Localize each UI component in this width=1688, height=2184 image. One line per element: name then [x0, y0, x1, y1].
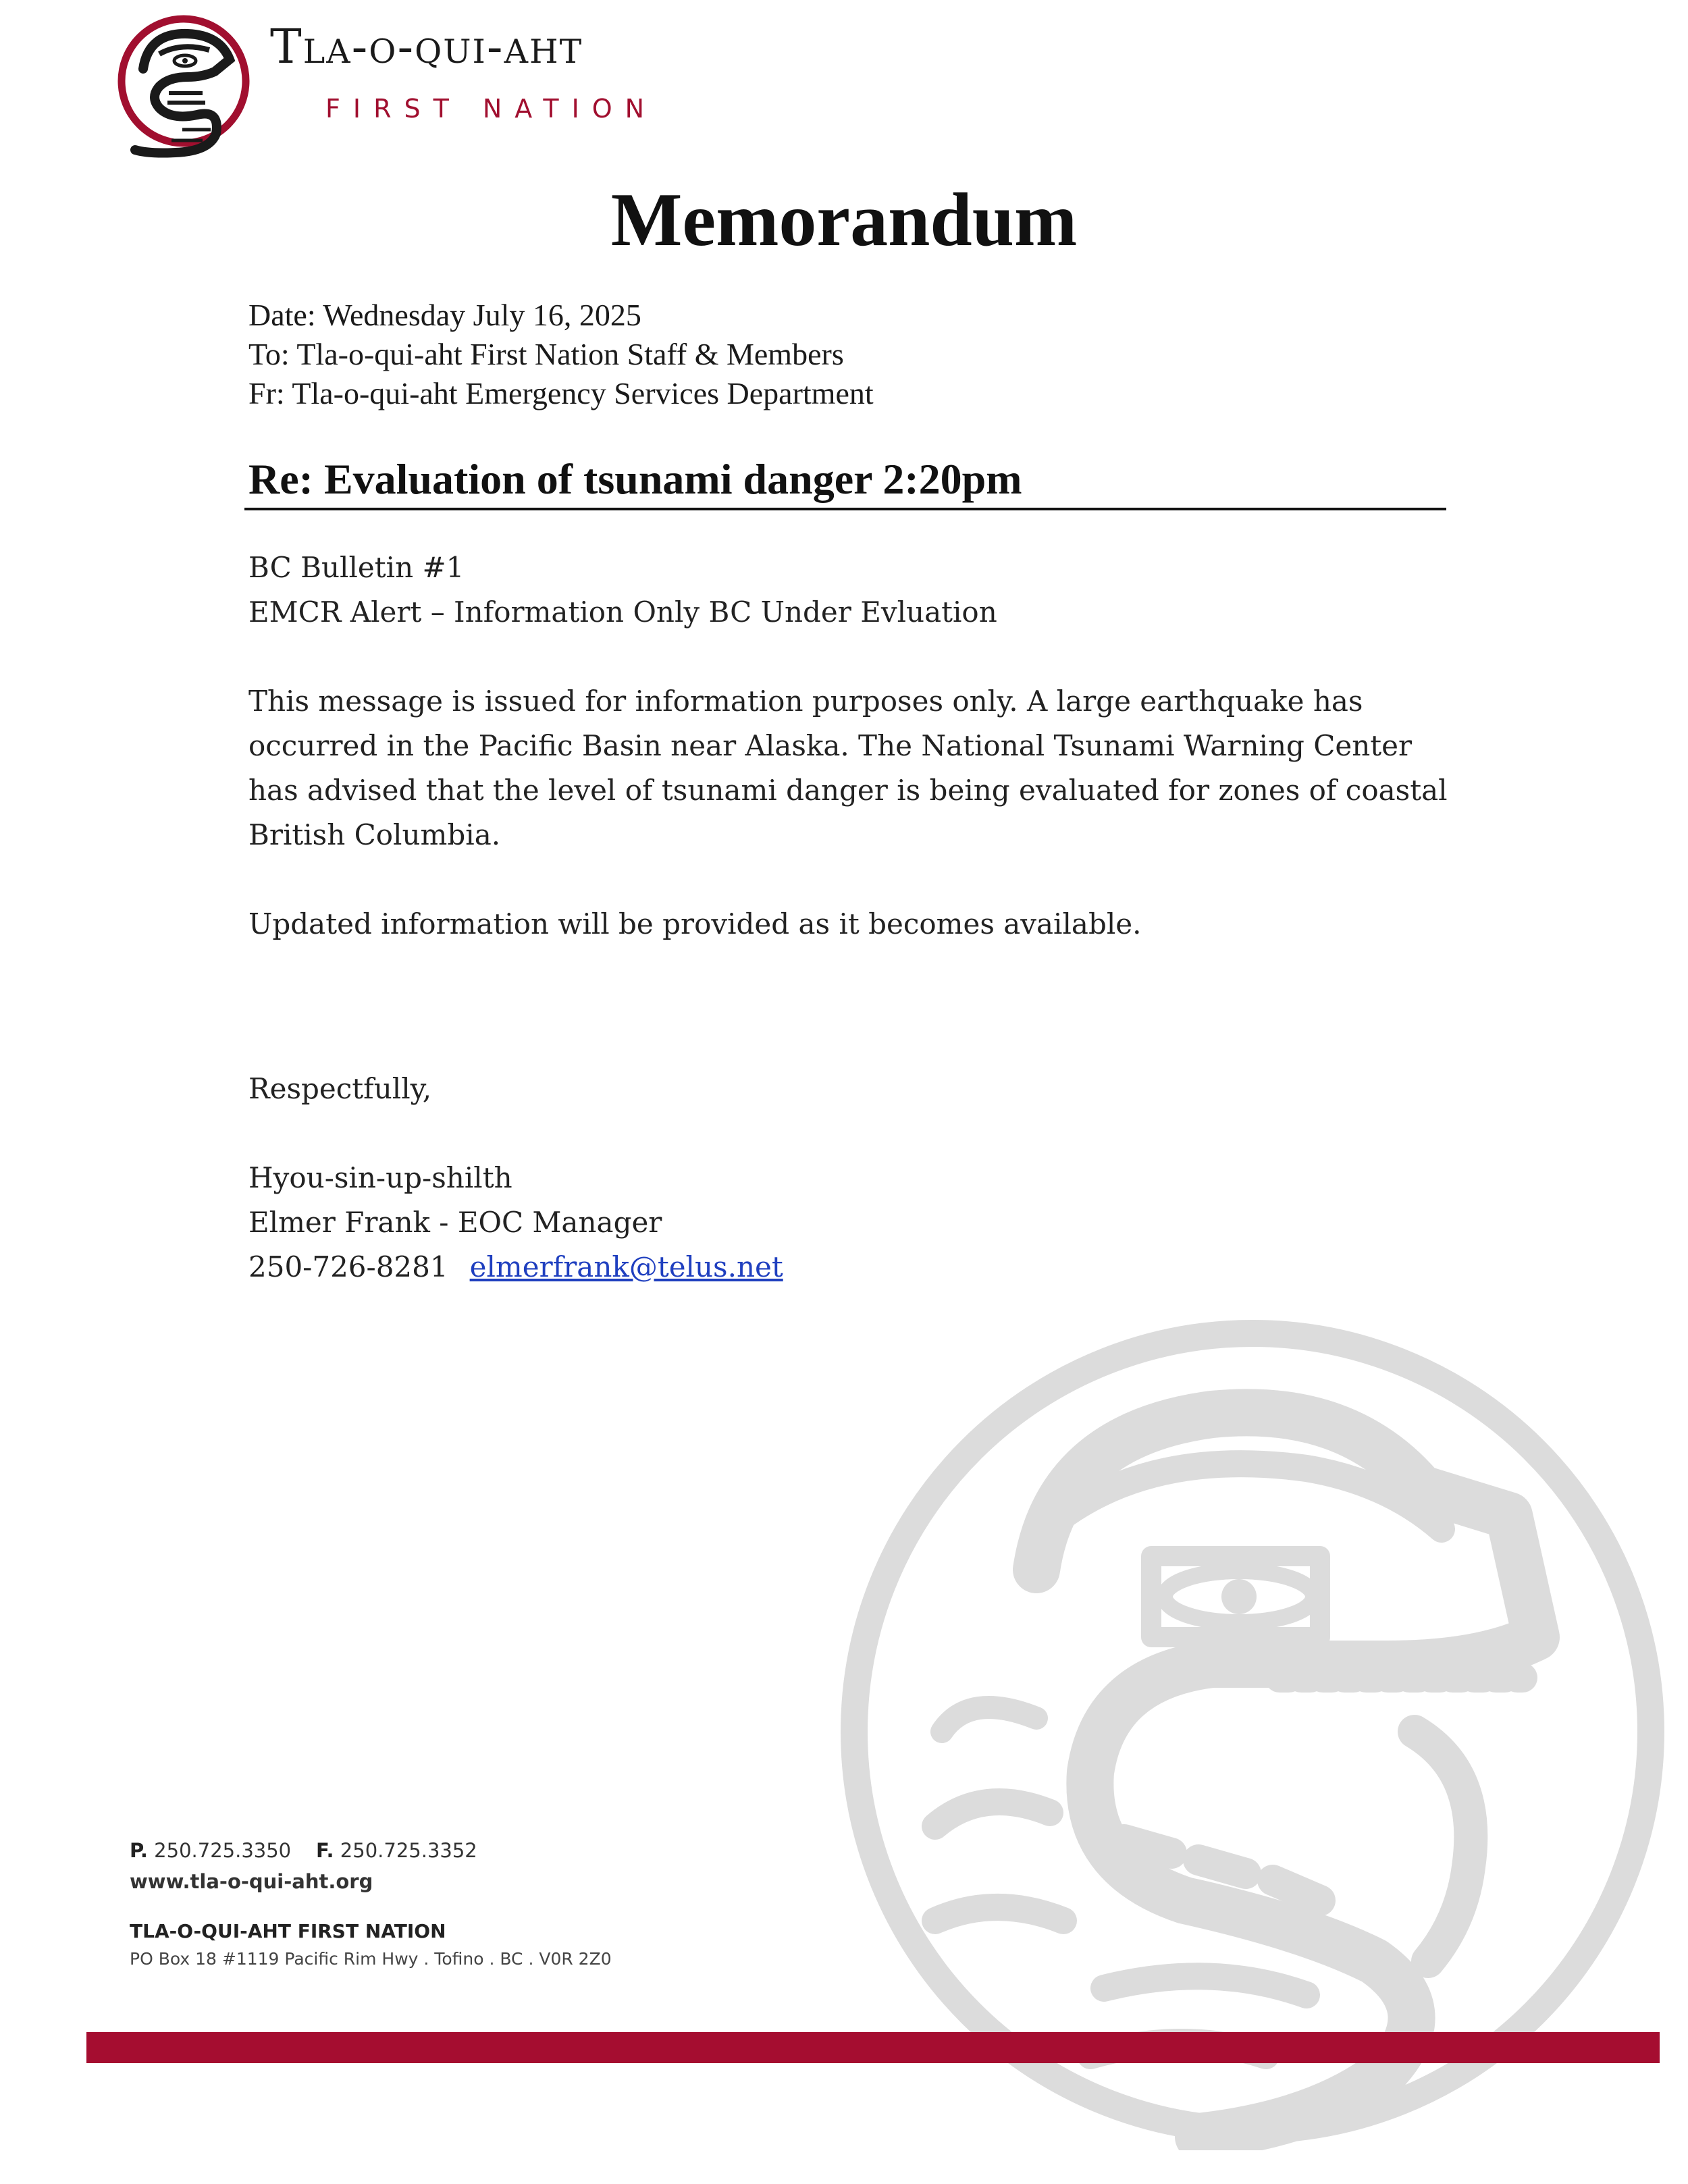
contact-phone: 250-726-8281	[248, 1250, 448, 1283]
serpent-watermark-icon	[834, 1313, 1671, 2150]
brand-name: Tla-o-qui-aht	[270, 19, 583, 74]
signature-title: Elmer Frank - EOC Manager	[248, 1206, 662, 1239]
contact-line	[248, 1245, 1464, 1289]
update-paragraph: Updated information will be provided as it becomes available.	[248, 907, 1142, 940]
signature-name: Hyou-sin-up-shilth	[248, 1161, 512, 1194]
footer-contact	[130, 1835, 612, 1973]
contact-email-link[interactable]: elmerfrank@telus.net	[469, 1250, 783, 1283]
memo-to: To: Tla-o-qui-aht First Nation Staff & Members	[248, 337, 844, 371]
memo-from: Fr: Tla-o-qui-aht Emergency Services Department	[248, 376, 874, 410]
footer-accent-bar	[86, 2032, 1660, 2063]
footer-phone-label: P.	[130, 1839, 148, 1862]
message-paragraph: This message is issued for information purposes only. A large earthquake has occurred in the Pacific Basin near Alaska. The National Tsunami Warning Center has advised that the level of tsunami danger is being evaluated for zones of coastal British Columbia.	[248, 685, 1448, 851]
closing-line: Respectfully,	[248, 1072, 432, 1105]
bulletin-line: BC Bulletin #1	[248, 551, 465, 584]
memo-body	[248, 545, 1464, 1289]
brand-subtitle: FIRST NATION	[325, 94, 658, 124]
memo-date: Date: Wednesday July 16, 2025	[248, 298, 641, 332]
footer-phone-fax	[130, 1835, 612, 1866]
alert-line: EMCR Alert – Information Only BC Under Evluation	[248, 595, 997, 629]
serpent-emblem-icon	[101, 7, 270, 162]
page-title: Memorandum	[610, 178, 1078, 262]
footer-website[interactable]: www.tla-o-qui-aht.org	[130, 1870, 373, 1893]
subject-divider	[244, 508, 1446, 510]
memo-meta	[248, 296, 874, 413]
footer-address: PO Box 18 #1119 Pacific Rim Hwy . Tofino . BC . V0R 2Z0	[130, 1949, 612, 1969]
footer-phone: 250.725.3350	[154, 1839, 292, 1862]
footer-fax-label: F.	[316, 1839, 334, 1862]
footer-fax: 250.725.3352	[340, 1839, 477, 1862]
memo-subject: Re: Evaluation of tsunami danger 2:20pm	[248, 455, 1022, 503]
footer-org-name: TLA-O-QUI-AHT FIRST NATION	[130, 1920, 446, 1942]
